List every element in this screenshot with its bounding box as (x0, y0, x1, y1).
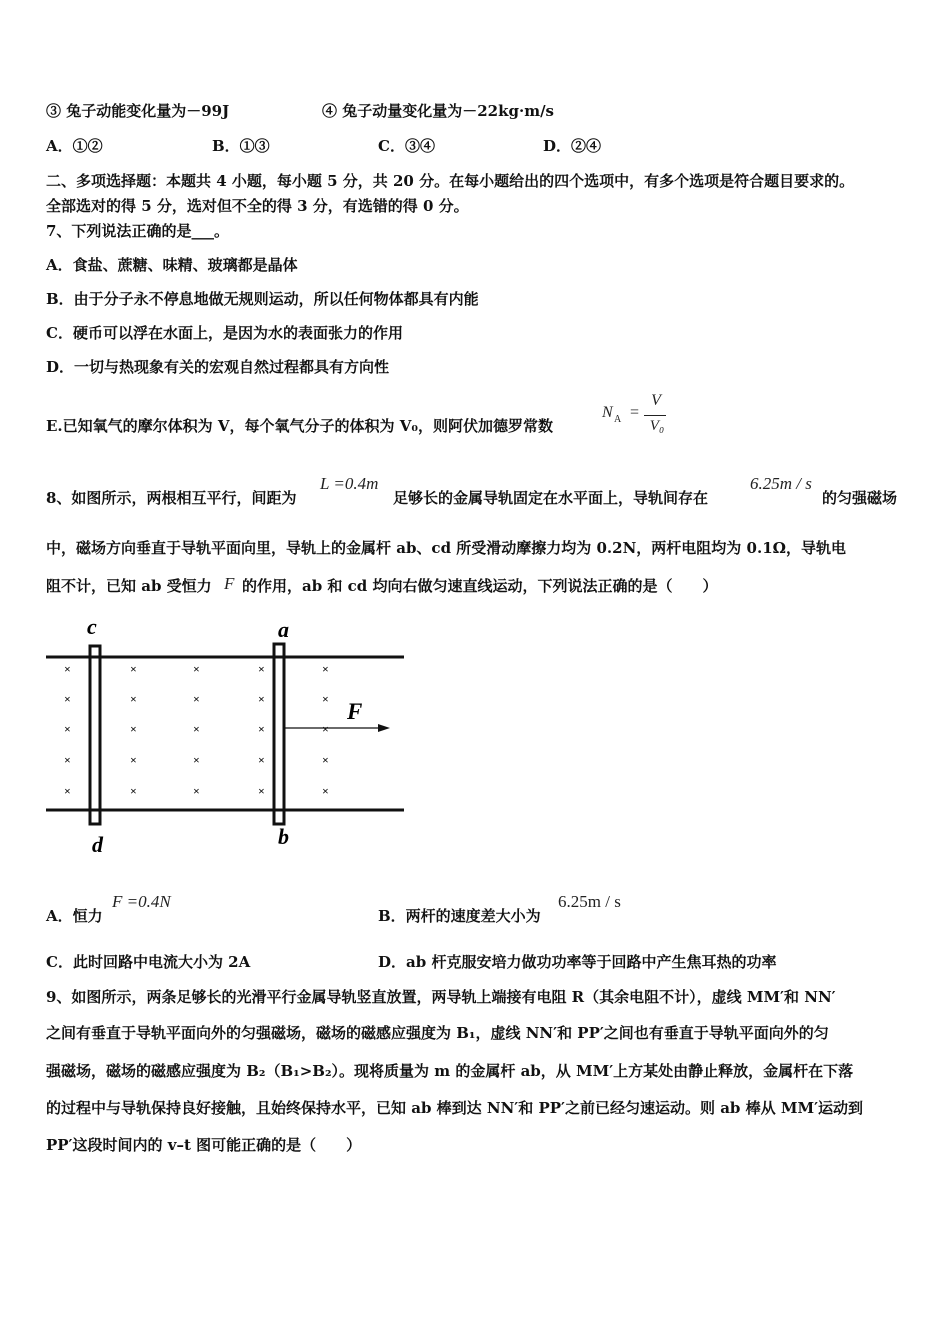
q7-formula: N A = V V₀ (600, 392, 680, 442)
field-cross: × (193, 722, 200, 736)
section-2-heading: 二、多项选择题：本题共 4 小题，每小题 5 分，共 20 分。在每小题给出的四个选项中，有多个选项是符合题目要求的。 (46, 172, 855, 190)
field-cross: × (322, 662, 329, 676)
magnetic-field-crosses (64, 662, 329, 798)
q8-stem-part2: 足够长的金属导轨固定在水平面上，导轨间存在 (393, 489, 709, 507)
section-2-note: 全部选对的得 5 分，选对但不全的得 3 分，有选错的得 0 分。 (46, 197, 469, 215)
q7-option-e: E.已知氧气的摩尔体积为 V，每个氧气分子的体积为 V₀，则阿伏加德罗常数 (46, 417, 553, 435)
q6-item-4: ④ 兔子动量变化量为－22kg·m/s (322, 102, 554, 120)
field-cross: × (64, 722, 71, 736)
q6-option-b: B．①③ (212, 137, 270, 155)
field-cross: × (322, 753, 329, 767)
q8-option-a-equation: F =0.4N (112, 892, 171, 911)
q8-l-equation: L =0.4m (320, 474, 379, 493)
field-cross: × (258, 784, 265, 798)
field-cross: × (322, 784, 329, 798)
field-cross: × (130, 662, 137, 676)
q8-option-a-label: A．恒力 (46, 907, 103, 925)
label-a: a (278, 617, 289, 642)
q8-stem-part1: 8、如图所示，两根相互平行，间距为 (46, 489, 297, 507)
q9-stem-line2: 之间有垂直于导轨平面向外的匀强磁场，磁场的磁感应强度为 B₁，虚线 NN′和 PP′之间也有垂直于导轨平面向外的匀 (46, 1024, 829, 1042)
q7-option-a: A．食盐、蔗糖、味精、玻璃都是晶体 (46, 256, 298, 274)
q8-stem-line2: 中，磁场方向垂直于导轨平面向里，导轨上的金属杆 ab、cd 所受滑动摩擦力均为 0.2N，两杆电阻均为 0.1Ω，导轨电 (46, 539, 846, 557)
q6-option-d: D．②④ (543, 137, 602, 155)
field-cross: × (64, 662, 71, 676)
force-arrow-head (378, 724, 390, 732)
field-cross: × (193, 784, 200, 798)
field-cross: × (193, 753, 200, 767)
label-c: c (87, 614, 97, 639)
q8-rails-figure (40, 612, 420, 862)
label-f: F (347, 699, 363, 724)
field-cross: × (130, 722, 137, 736)
q8-stem-line3-part2: 的作用，ab 和 cd 均向右做匀速直线运动，下列说法正确的是（ ） (242, 577, 718, 595)
q9-stem-line4: 的过程中与导轨保持良好接触，且始终保持水平，已知 ab 棒到达 NN′和 PP′之前已经匀速运动。则 ab 棒从 MM′运动到 (46, 1099, 864, 1117)
q8-option-b-equation: 6.25m / s (558, 892, 621, 911)
q9-stem-line5: PP′这段时间内的 v–t 图可能正确的是（ ） (46, 1136, 362, 1154)
q6-option-c: C．③④ (378, 137, 435, 155)
field-cross: × (64, 784, 71, 798)
q8-option-c: C．此时回路中电流大小为 2A (46, 953, 251, 971)
q8-stem-part3: 的匀强磁场 (822, 489, 898, 507)
formula-sub-a: A (614, 414, 622, 425)
q8-stem-line3-part1: 阻不计，已知 ab 受恒力 (46, 577, 212, 595)
field-cross: × (130, 784, 137, 798)
formula-numerator: V (651, 392, 661, 409)
field-cross: × (130, 753, 137, 767)
field-cross: × (258, 692, 265, 706)
q6-item-3: ③ 兔子动能变化量为－99J (46, 102, 230, 120)
q7-option-c: C．硬币可以浮在水面上，是因为水的表面张力的作用 (46, 324, 403, 342)
q8-b-equation: 6.25m / s (750, 474, 812, 493)
field-cross: × (64, 692, 71, 706)
field-cross: × (130, 692, 137, 706)
q7-stem: 7、下列说法正确的是___。 (46, 222, 229, 240)
q7-option-d: D．一切与热现象有关的宏观自然过程都具有方向性 (46, 358, 390, 376)
q8-option-b-label: B．两杆的速度差大小为 (378, 907, 541, 925)
field-cross: × (322, 692, 329, 706)
field-cross: × (193, 662, 200, 676)
formula-n: N (602, 404, 613, 421)
field-cross: × (258, 662, 265, 676)
q8-force-symbol: F (224, 574, 235, 593)
label-d: d (92, 832, 103, 857)
field-cross: × (258, 722, 265, 736)
formula-denominator: V₀ (649, 418, 665, 434)
q9-stem-line3: 强磁场，磁场的磁感应强度为 B₂（B₁>B₂）。现将质量为 m 的金属杆 ab，从 MM′上方某处由静止释放，金属杆在下落 (46, 1062, 854, 1080)
field-cross: × (193, 692, 200, 706)
field-cross: × (258, 753, 265, 767)
q8-option-d: D．ab 杆克服安培力做功功率等于回路中产生焦耳热的功率 (378, 953, 777, 971)
field-cross: × (64, 753, 71, 767)
field-cross: × (322, 722, 329, 736)
rod-cd (90, 646, 100, 824)
q7-option-b: B．由于分子永不停息地做无规则运动，所以任何物体都具有内能 (46, 290, 479, 308)
q6-option-a: A．①② (46, 137, 103, 155)
label-b: b (278, 824, 289, 849)
q9-stem-line1: 9、如图所示，两条足够长的光滑平行金属导轨竖直放置，两导轨上端接有电阻 R（其余电阻不计），虚线 MM′和 NN′ (46, 988, 836, 1006)
rod-ab (274, 644, 284, 824)
